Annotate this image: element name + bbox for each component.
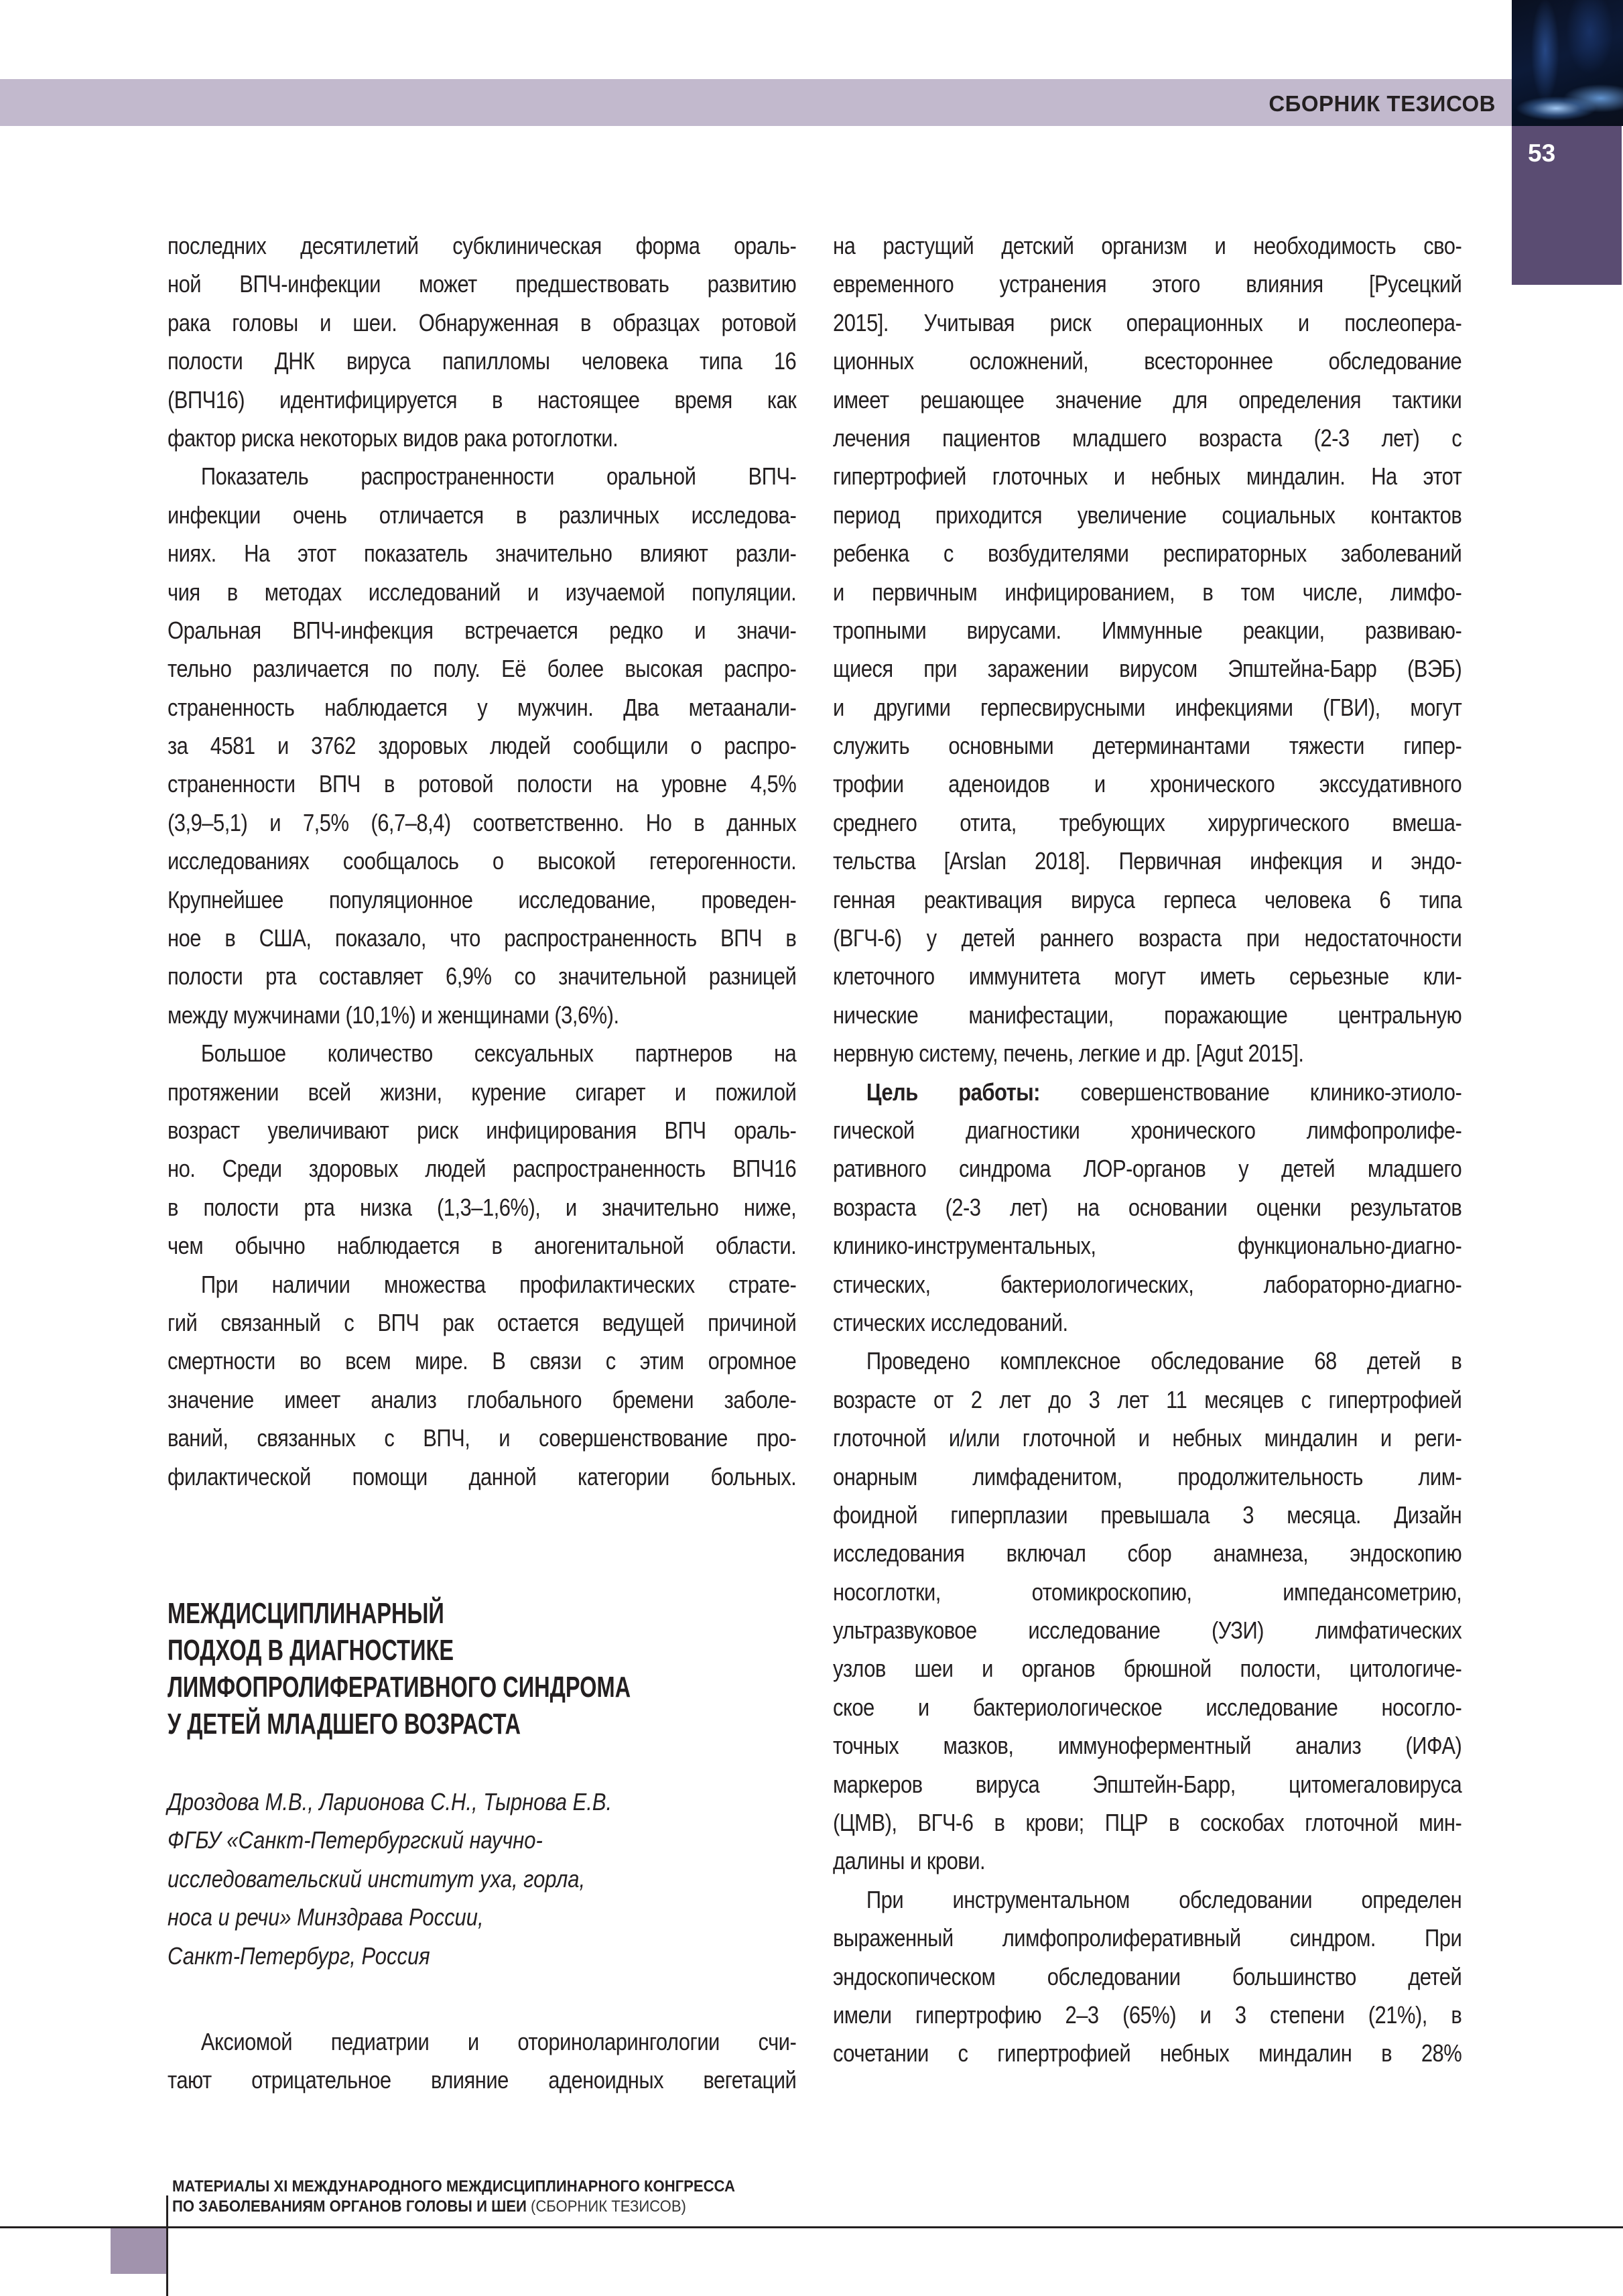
text-line: исследования включал сбор анамнеза, эндоскопию: [833, 1539, 1462, 1568]
article-title-line: ПОДХОД В ДИАГНОСТИКЕ: [168, 1634, 454, 1667]
text-line: инфекции очень отличается в различных исследова-: [168, 501, 797, 529]
text-line: нервную систему, печень, легкие и др. [Agut 2015].: [833, 1039, 1304, 1068]
text-line: При инструментальном обследовании определен: [866, 1885, 1462, 1913]
text-line: чия в методах исследований и изучаемой популяции.: [168, 578, 797, 606]
text-line: 2015]. Учитывая риск операционных и послеопера-: [833, 308, 1462, 336]
text-line: сочетании с гипертрофией небных миндалин в 28%: [833, 2039, 1462, 2067]
text-line: тельства [Arslan 2018]. Первичная инфекция и эндо-: [833, 847, 1462, 875]
text-line: гипертрофией глоточных и небных миндалин. На этот: [833, 462, 1462, 491]
text-line: фоидной гиперплазии превышала 3 месяца. Дизайн: [833, 1501, 1462, 1529]
footer-line-2-bold: ПО ЗАБОЛЕВАНИЯМ ОРГАНОВ ГОЛОВЫ И ШЕИ: [172, 2197, 531, 2216]
text-line: (3,9–5,1) и 7,5% (6,7–8,4) соответственно. Но в данных: [168, 808, 797, 836]
text-line: ваний, связанных с ВПЧ, и совершенствование про-: [168, 1424, 797, 1452]
text-line: щиеся при заражении вирусом Эпштейна-Барр (ВЭБ): [833, 655, 1462, 683]
text-line: онарным лимфаденитом, продолжительность лим-: [833, 1462, 1462, 1490]
article-title-line: У ДЕТЕЙ МЛАДШЕГО ВОЗРАСТА: [168, 1708, 521, 1740]
text-line: ной ВПЧ-инфекции может предшествовать развитию: [168, 270, 797, 298]
text-line: период приходится увеличение социальных контактов: [833, 501, 1462, 529]
left-column: [168, 227, 796, 1496]
article-intro: [168, 2023, 796, 2100]
text-line: эндоскопическом обследовании большинство детей: [833, 1962, 1462, 1990]
text-line: стических, бактериологических, лабораторно-диагно-: [833, 1270, 1462, 1298]
text-line: тают отрицательное влияние аденоидных вегетаций: [168, 2066, 797, 2094]
text-line: евременного устранения этого влияния [Русецкий: [833, 270, 1462, 298]
text-line: фактор риска некоторых видов рака ротоглотки.: [168, 424, 619, 452]
footer-line-2: [172, 2197, 735, 2217]
text-line: далины и крови.: [833, 1847, 986, 1875]
text-line: ционных осложнений, всестороннее обследование: [833, 347, 1462, 375]
text-line: за 4581 и 3762 здоровых людей сообщили о распро-: [168, 732, 797, 760]
affiliation-line: носа и речи» Минздрава России,: [168, 1903, 484, 1931]
text-line: Оральная ВПЧ-инфекция встречается редко и значи-: [168, 616, 797, 644]
text-line: и другими герпесвирусными инфекциями (ГВИ), могут: [833, 693, 1462, 721]
text-line: имеет решающее значение для определения тактики: [833, 385, 1462, 413]
text-line: служить основными детерминантами тяжести гипер-: [833, 732, 1462, 760]
text-line: среднего отита, требующих хирургического вмеша-: [833, 808, 1462, 836]
text-line: смертности во всем мире. В связи с этим огромное: [168, 1347, 797, 1375]
text-line: (ЦМВ), ВГЧ-6 в крови; ПЦР в соскобах глоточной мин-: [833, 1809, 1462, 1837]
footer-line-2-light: (СБОРНИК ТЕЗИСОВ): [530, 2197, 686, 2216]
article-title: [168, 1595, 793, 1742]
text-line: в полости рта низка (1,3–1,6%), и значительно ниже,: [168, 1193, 797, 1221]
article-authors-block: [168, 1783, 684, 1975]
article-title-line: МЕЖДИСЦИПЛИНАРНЫЙ: [168, 1597, 444, 1630]
text-line: (ВГЧ-6) у детей раннего возраста при недостаточности: [833, 924, 1462, 952]
text-line: ультразвуковое исследование (УЗИ) лимфатических: [833, 1616, 1462, 1645]
text-line: выраженный лимфопролиферативный синдром. При: [833, 1924, 1462, 1952]
page-number-tab: [1512, 126, 1622, 285]
right-column: [833, 227, 1462, 2073]
text-line: имели гипертрофию 2–3 (65%) и 3 степени (21%), в: [833, 2000, 1462, 2029]
text-line: клинико-инструментальных, функционально-диагно-: [833, 1232, 1462, 1260]
text-line: между мужчинами (10,1%) и женщинами (3,6%).: [168, 1001, 619, 1029]
text-line: клеточного иммунитета могут иметь серьезные кли-: [833, 962, 1462, 991]
running-title: СБОРНИК ТЕЗИСОВ: [1269, 91, 1496, 116]
text-line: носоглотки, отомикроскопию, импедансометрию,: [833, 1578, 1462, 1606]
text-line: глоточной и/или глоточной и небных миндалин и реги-: [833, 1424, 1462, 1452]
text-line: ребенка с возбудителями респираторных заболеваний: [833, 539, 1462, 568]
text-line: Крупнейшее популяционное исследование, проведен-: [168, 885, 797, 913]
text-line: последних десятилетий субклиническая форма ораль-: [168, 232, 797, 259]
affiliation-line: Санкт-Петербург, Россия: [168, 1941, 430, 1970]
footer-publication-title: [172, 2177, 784, 2217]
text-line: гической диагностики хронического лимфопролифе-: [833, 1116, 1462, 1144]
cover-art-image: [1512, 0, 1623, 126]
text-line: но. Среди здоровых людей распространенность ВПЧ16: [168, 1155, 797, 1183]
text-line: Показатель распространенности оральной ВПЧ-: [200, 462, 797, 491]
text-line: ское и бактериологическое исследование носогло-: [833, 1693, 1462, 1721]
footer-divider: [0, 2226, 1623, 2228]
text-line: При наличии множества профилактических страте-: [200, 1270, 797, 1298]
running-header-band: [0, 79, 1512, 126]
aim-line: [833, 1073, 1462, 1111]
text-line: стических исследований.: [833, 1308, 1068, 1336]
text-line: лечения пациентов младшего возраста (2-3 лет) с: [833, 424, 1462, 452]
article-title-line: ЛИМФОПРОЛИФЕРАТИВНОГО СИНДРОМА: [168, 1671, 631, 1704]
text-line: ниях. На этот показатель значительно влияют разли-: [168, 539, 797, 568]
affiliation-line: исследовательский институт уха, горла,: [168, 1864, 586, 1893]
text-line: полости ДНК вируса папилломы человека типа 16: [168, 347, 797, 375]
text-line: исследованиях сообщалось о высокой гетерогенности.: [168, 847, 797, 875]
aim-label: Цель работы:: [866, 1078, 1040, 1106]
text-line: генная реактивация вируса герпеса человека 6 типа: [833, 885, 1462, 913]
text-line: Аксиомой педиатрии и оториноларингологии счи-: [200, 2028, 797, 2055]
text-line: ративного синдрома ЛОР-органов у детей младшего: [833, 1155, 1462, 1183]
text-line: нические манифестации, поражающие центральную: [833, 1001, 1462, 1029]
text-line: страненности ВПЧ в ротовой полости на уровне 4,5%: [168, 770, 797, 798]
text-line: чем обычно наблюдается в аногенитальной области.: [168, 1232, 797, 1260]
text-line: страненность наблюдается у мужчин. Два метаанали-: [168, 693, 797, 721]
text-line: возрасте от 2 лет до 3 лет 11 месяцев с гипертрофией: [833, 1385, 1462, 1413]
text-line: и первичным инфицированием, в том числе, лимфо-: [833, 578, 1462, 606]
text-line: рака головы и шеи. Обнаруженная в образцах ротовой: [168, 308, 797, 336]
text-line: филактической помощи данной категории больных.: [168, 1462, 797, 1490]
affiliation-line: ФГБУ «Санкт-Петербургский научно-: [168, 1826, 543, 1854]
text-line: (ВПЧ16) идентифицируется в настоящее время как: [168, 385, 797, 413]
text-line: тропными вирусами. Иммунные реакции, развиваю-: [833, 616, 1462, 644]
authors: Дроздова М.В., Ларионова С.Н., Тырнова Е.В.: [168, 1788, 612, 1815]
text-line: трофии аденоидов и хронического экссудативного: [833, 770, 1462, 798]
text-line: на растущий детский организм и необходимость сво-: [833, 232, 1462, 259]
aim-text: совершенствование клинико-этиоло-: [1039, 1078, 1462, 1106]
text-line: тельно различается по полу. Её более высокая распро-: [168, 655, 797, 683]
text-line: возраст увеличивают риск инфицирования ВПЧ ораль-: [168, 1116, 797, 1144]
text-line: протяжении всей жизни, курение сигарет и пожилой: [168, 1078, 797, 1106]
text-line: ное в США, показало, что распространенность ВПЧ в: [168, 924, 797, 952]
text-line: полости рта составляет 6,9% со значительной разницей: [168, 962, 797, 991]
text-line: Большое количество сексуальных партнеров на: [200, 1039, 797, 1068]
footer-line-1: МАТЕРИАЛЫ XI МЕЖДУНАРОДНОГО МЕЖДИСЦИПЛИНАРНОГО КОНГРЕССА: [172, 2177, 735, 2195]
text-line: маркеров вируса Эпштейн-Барр, цитомегаловируса: [833, 1770, 1462, 1798]
page-number: 53: [1528, 139, 1556, 167]
text-line: точных мазков, иммуноферментный анализ (ИФА): [833, 1732, 1462, 1760]
text-line: Проведено комплексное обследование 68 детей в: [866, 1347, 1462, 1375]
footer-vertical-divider: [166, 2195, 168, 2296]
text-line: узлов шеи и органов брюшной полости, цитологиче-: [833, 1655, 1462, 1683]
text-line: значение имеет анализ глобального бремени заболе-: [168, 1385, 797, 1413]
text-line: гий связанный с ВПЧ рак остается ведущей причиной: [168, 1308, 797, 1336]
footer-accent-block: [111, 2228, 166, 2274]
text-line: возраста (2-3 лет) на основании оценки результатов: [833, 1193, 1462, 1221]
